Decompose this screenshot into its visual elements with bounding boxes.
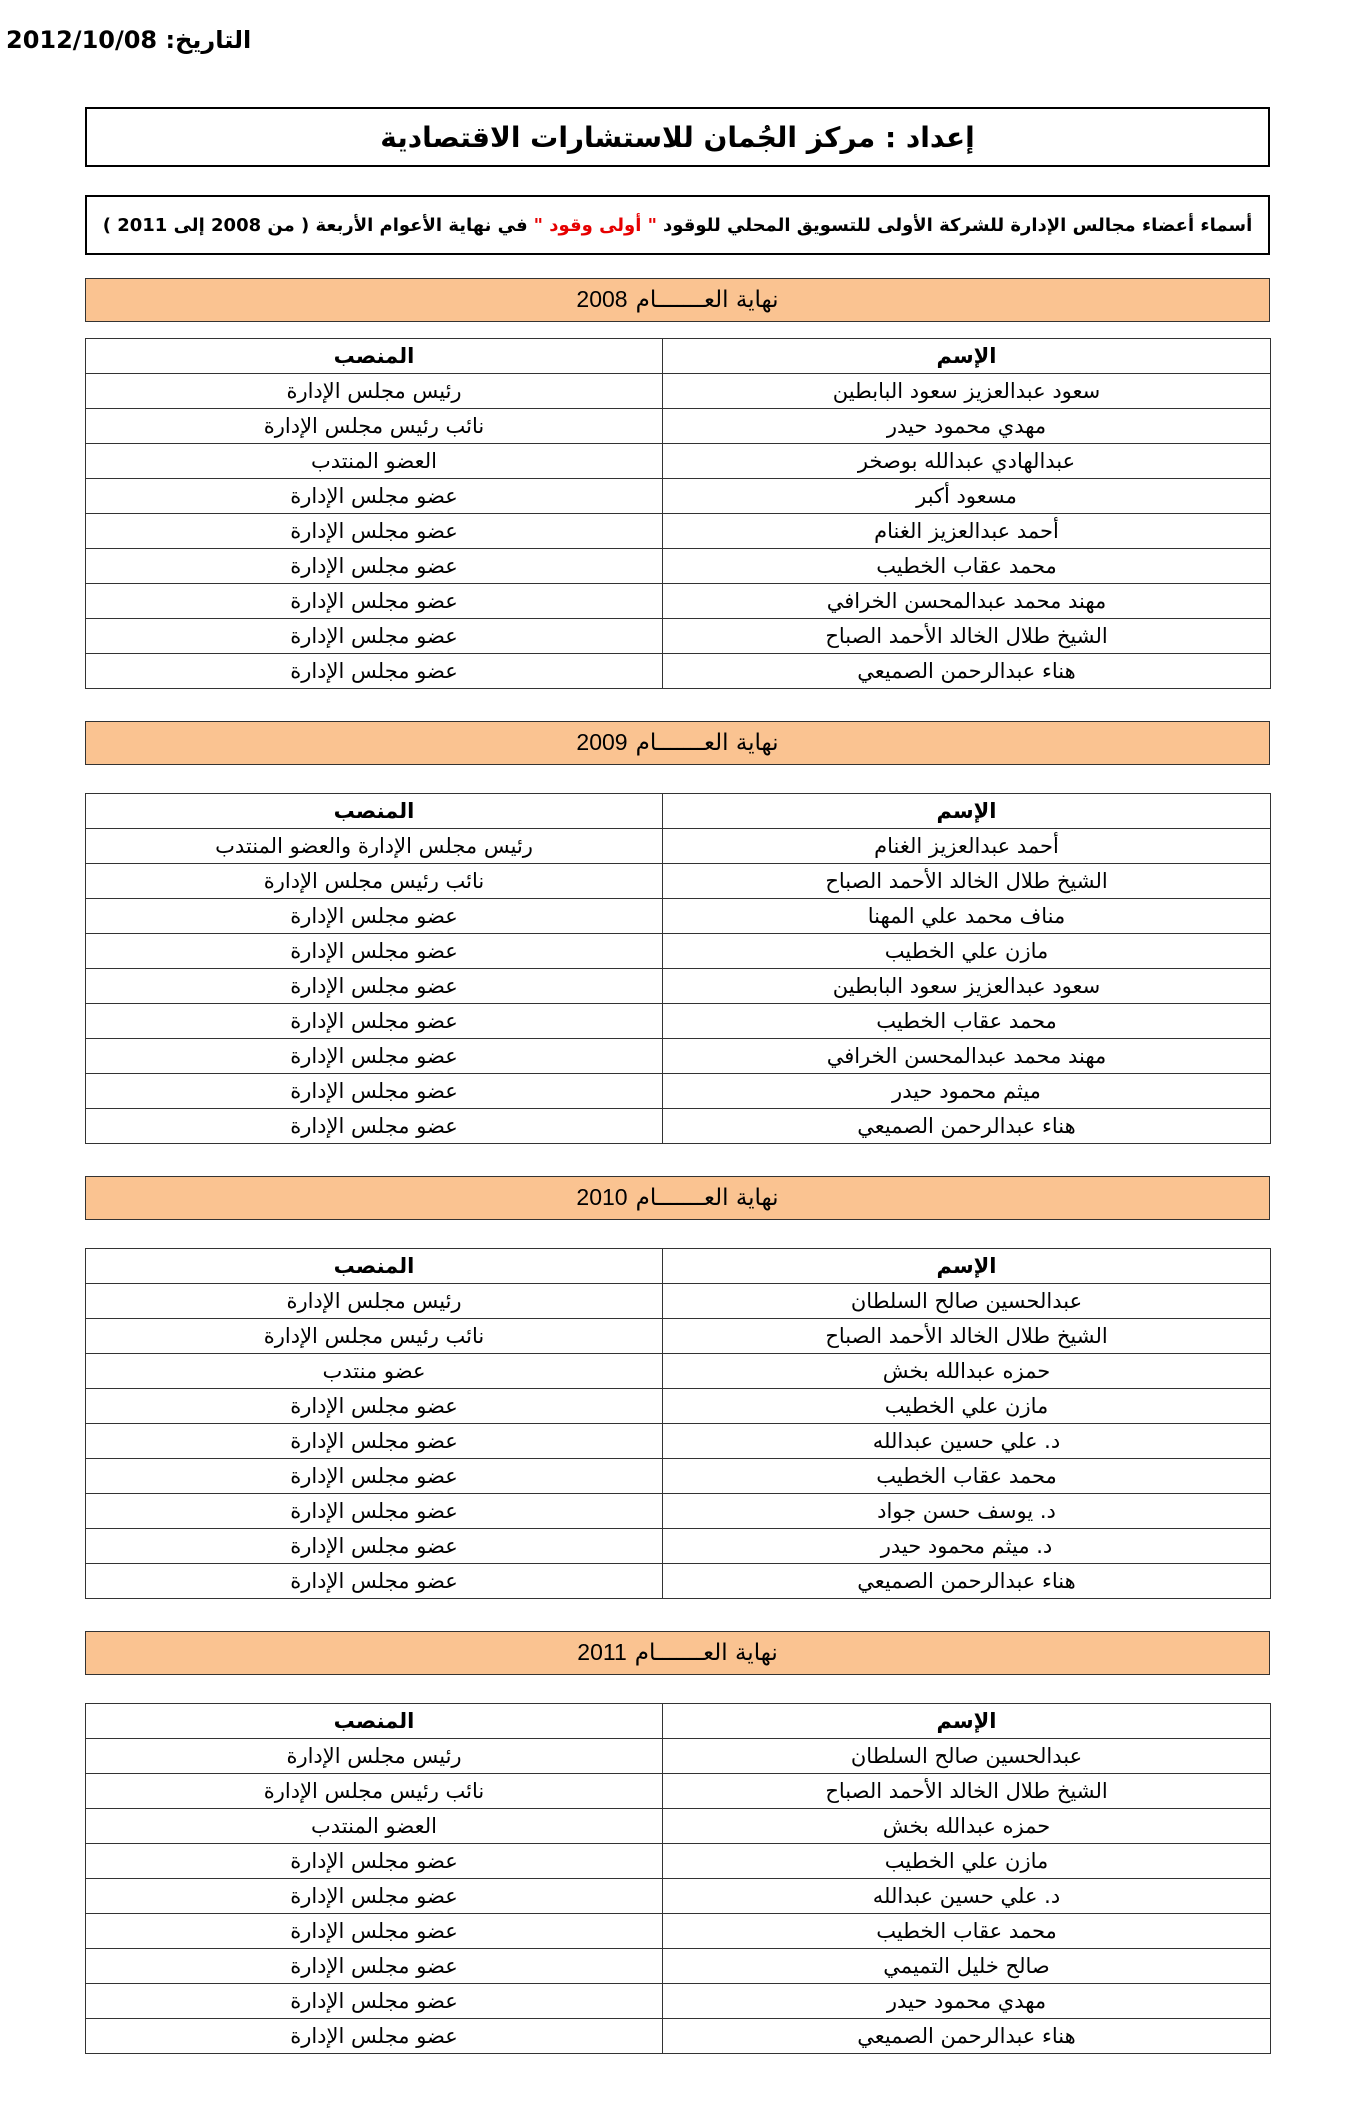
member-name: حمزه عبدالله بخش: [663, 1354, 1271, 1389]
member-name: مسعود أكبر: [663, 479, 1271, 514]
table-row: [86, 1459, 1271, 1494]
title-text: إعداد : مركز الجُمان للاستشارات الاقتصادية: [380, 120, 975, 154]
member-name: الشيخ طلال الخالد الأحمد الصباح: [663, 1319, 1271, 1354]
subtitle-part1: أسماء أعضاء مجالس الإدارة للشركة الأولى للتسويق المحلي للوقود: [663, 214, 1253, 236]
member-position: عضو مجلس الإدارة: [86, 1459, 663, 1494]
member-position: عضو مجلس الإدارة: [86, 1424, 663, 1459]
member-position: رئيس مجلس الإدارة: [86, 1739, 663, 1774]
year-header-2008: [85, 278, 1270, 322]
table-row: [86, 1039, 1271, 1074]
members-table-2011: [85, 1703, 1271, 2054]
member-name: سعود عبدالعزيز سعود البابطين: [663, 374, 1271, 409]
table-header-row: [86, 1249, 1271, 1284]
member-name: مهدي محمود حيدر: [663, 1984, 1271, 2019]
members-table-2008: [85, 338, 1271, 689]
member-position: العضو المنتدب: [86, 1809, 663, 1844]
member-position: عضو مجلس الإدارة: [86, 1074, 663, 1109]
members-table-2010: [85, 1248, 1271, 1599]
member-position: عضو مجلس الإدارة: [86, 619, 663, 654]
column-header-position: المنصب: [86, 1704, 663, 1739]
table-header-row: [86, 794, 1271, 829]
table-row: [86, 1389, 1271, 1424]
table-header-row: [86, 339, 1271, 374]
member-position: عضو مجلس الإدارة: [86, 1389, 663, 1424]
table-row: [86, 1844, 1271, 1879]
table-row: [86, 1879, 1271, 1914]
member-position: نائب رئيس مجلس الإدارة: [86, 409, 663, 444]
member-position: عضو مجلس الإدارة: [86, 654, 663, 689]
member-position: عضو مجلس الإدارة: [86, 934, 663, 969]
year-header-value: 2011: [577, 1639, 627, 1665]
year-header-label: نهاية العـــــــام: [634, 1640, 778, 1666]
table-row: [86, 969, 1271, 1004]
table-row: [86, 864, 1271, 899]
member-position: عضو منتدب: [86, 1354, 663, 1389]
document-subtitle: [85, 195, 1270, 255]
table-row: [86, 1354, 1271, 1389]
table-row: [86, 934, 1271, 969]
member-position: عضو مجلس الإدارة: [86, 1004, 663, 1039]
table-row: [86, 444, 1271, 479]
year-header-2009: [85, 721, 1270, 765]
member-position: عضو مجلس الإدارة: [86, 899, 663, 934]
member-name: هناء عبدالرحمن الصميعي: [663, 1564, 1271, 1599]
member-name: محمد عقاب الخطيب: [663, 1004, 1271, 1039]
member-position: رئيس مجلس الإدارة: [86, 1284, 663, 1319]
year-header-label: نهاية العـــــــام: [635, 730, 779, 756]
table-row: [86, 2019, 1271, 2054]
table-row: [86, 829, 1271, 864]
member-name: د. علي حسين عبدالله: [663, 1424, 1271, 1459]
column-header-name: الإسم: [663, 1249, 1271, 1284]
member-position: عضو مجلس الإدارة: [86, 1564, 663, 1599]
member-position: عضو مجلس الإدارة: [86, 549, 663, 584]
member-position: نائب رئيس مجلس الإدارة: [86, 864, 663, 899]
member-position: عضو مجلس الإدارة: [86, 1844, 663, 1879]
member-name: هناء عبدالرحمن الصميعي: [663, 2019, 1271, 2054]
member-position: العضو المنتدب: [86, 444, 663, 479]
member-name: د. علي حسين عبدالله: [663, 1879, 1271, 1914]
member-name: حمزه عبدالله بخش: [663, 1809, 1271, 1844]
members-table-2009: [85, 793, 1271, 1144]
member-name: عبدالهادي عبدالله بوصخر: [663, 444, 1271, 479]
table-row: [86, 1564, 1271, 1599]
member-position: رئيس مجلس الإدارة: [86, 374, 663, 409]
table-row: [86, 479, 1271, 514]
table-row: [86, 549, 1271, 584]
member-name: أحمد عبدالعزيز الغنام: [663, 829, 1271, 864]
member-position: عضو مجلس الإدارة: [86, 969, 663, 1004]
member-name: سعود عبدالعزيز سعود البابطين: [663, 969, 1271, 1004]
member-name: مهند محمد عبدالمحسن الخرافي: [663, 1039, 1271, 1074]
document-title: [85, 107, 1270, 167]
member-name: محمد عقاب الخطيب: [663, 549, 1271, 584]
member-name: مناف محمد علي المهنا: [663, 899, 1271, 934]
member-name: عبدالحسين صالح السلطان: [663, 1739, 1271, 1774]
member-name: د. يوسف حسن جواد: [663, 1494, 1271, 1529]
table-row: [86, 1004, 1271, 1039]
year-header-value: 2008: [576, 286, 628, 312]
member-name: صالح خليل التميمي: [663, 1949, 1271, 1984]
table-row: [86, 1319, 1271, 1354]
date-label: التاريخ:: [165, 26, 252, 54]
member-name: د. ميثم محمود حيدر: [663, 1529, 1271, 1564]
column-header-name: الإسم: [663, 794, 1271, 829]
subtitle-part2: في نهاية الأعوام الأربعة ( من 2008 إلى 2011 ): [102, 214, 528, 236]
member-position: عضو مجلس الإدارة: [86, 2019, 663, 2054]
document-date: [6, 22, 266, 58]
year-header-label: نهاية العـــــــام: [635, 1185, 779, 1211]
member-name: الشيخ طلال الخالد الأحمد الصباح: [663, 619, 1271, 654]
member-position: عضو مجلس الإدارة: [86, 1879, 663, 1914]
member-position: عضو مجلس الإدارة: [86, 1984, 663, 2019]
member-name: مازن علي الخطيب: [663, 934, 1271, 969]
year-header-2011: [85, 1631, 1270, 1675]
table-row: [86, 1739, 1271, 1774]
member-position: عضو مجلس الإدارة: [86, 1039, 663, 1074]
table-row: [86, 619, 1271, 654]
date-value: 2012/10/08: [6, 26, 158, 54]
table-row: [86, 1774, 1271, 1809]
table-row: [86, 1424, 1271, 1459]
member-name: الشيخ طلال الخالد الأحمد الصباح: [663, 1774, 1271, 1809]
column-header-position: المنصب: [86, 794, 663, 829]
year-header-value: 2009: [576, 729, 628, 755]
table-row: [86, 1529, 1271, 1564]
table-row: [86, 1074, 1271, 1109]
table-row: [86, 899, 1271, 934]
member-position: نائب رئيس مجلس الإدارة: [86, 1774, 663, 1809]
member-position: عضو مجلس الإدارة: [86, 584, 663, 619]
member-name: مهدي محمود حيدر: [663, 409, 1271, 444]
member-name: هناء عبدالرحمن الصميعي: [663, 1109, 1271, 1144]
member-position: عضو مجلس الإدارة: [86, 1949, 663, 1984]
column-header-position: المنصب: [86, 339, 663, 374]
member-name: مازن علي الخطيب: [663, 1844, 1271, 1879]
member-name: هناء عبدالرحمن الصميعي: [663, 654, 1271, 689]
table-row: [86, 1494, 1271, 1529]
member-name: مهند محمد عبدالمحسن الخرافي: [663, 584, 1271, 619]
member-name: الشيخ طلال الخالد الأحمد الصباح: [663, 864, 1271, 899]
column-header-name: الإسم: [663, 339, 1271, 374]
table-row: [86, 584, 1271, 619]
table-row: [86, 1809, 1271, 1844]
member-name: محمد عقاب الخطيب: [663, 1459, 1271, 1494]
subtitle-company-name: " أولى وقود ": [533, 214, 658, 236]
member-position: عضو مجلس الإدارة: [86, 1914, 663, 1949]
table-row: [86, 1109, 1271, 1144]
member-name: ميثم محمود حيدر: [663, 1074, 1271, 1109]
member-position: عضو مجلس الإدارة: [86, 514, 663, 549]
year-header-label: نهاية العـــــــام: [635, 287, 779, 313]
table-row: [86, 1914, 1271, 1949]
year-header-2010: [85, 1176, 1270, 1220]
table-row: [86, 654, 1271, 689]
member-name: عبدالحسين صالح السلطان: [663, 1284, 1271, 1319]
member-position: عضو مجلس الإدارة: [86, 479, 663, 514]
member-position: عضو مجلس الإدارة: [86, 1109, 663, 1144]
member-position: عضو مجلس الإدارة: [86, 1494, 663, 1529]
member-position: رئيس مجلس الإدارة والعضو المنتدب: [86, 829, 663, 864]
column-header-position: المنصب: [86, 1249, 663, 1284]
table-row: [86, 409, 1271, 444]
table-row: [86, 1949, 1271, 1984]
table-row: [86, 374, 1271, 409]
column-header-name: الإسم: [663, 1704, 1271, 1739]
table-row: [86, 1284, 1271, 1319]
table-row: [86, 1984, 1271, 2019]
table-row: [86, 514, 1271, 549]
member-name: محمد عقاب الخطيب: [663, 1914, 1271, 1949]
year-header-value: 2010: [576, 1184, 628, 1210]
member-name: مازن علي الخطيب: [663, 1389, 1271, 1424]
member-name: أحمد عبدالعزيز الغنام: [663, 514, 1271, 549]
table-header-row: [86, 1704, 1271, 1739]
member-position: عضو مجلس الإدارة: [86, 1529, 663, 1564]
member-position: نائب رئيس مجلس الإدارة: [86, 1319, 663, 1354]
